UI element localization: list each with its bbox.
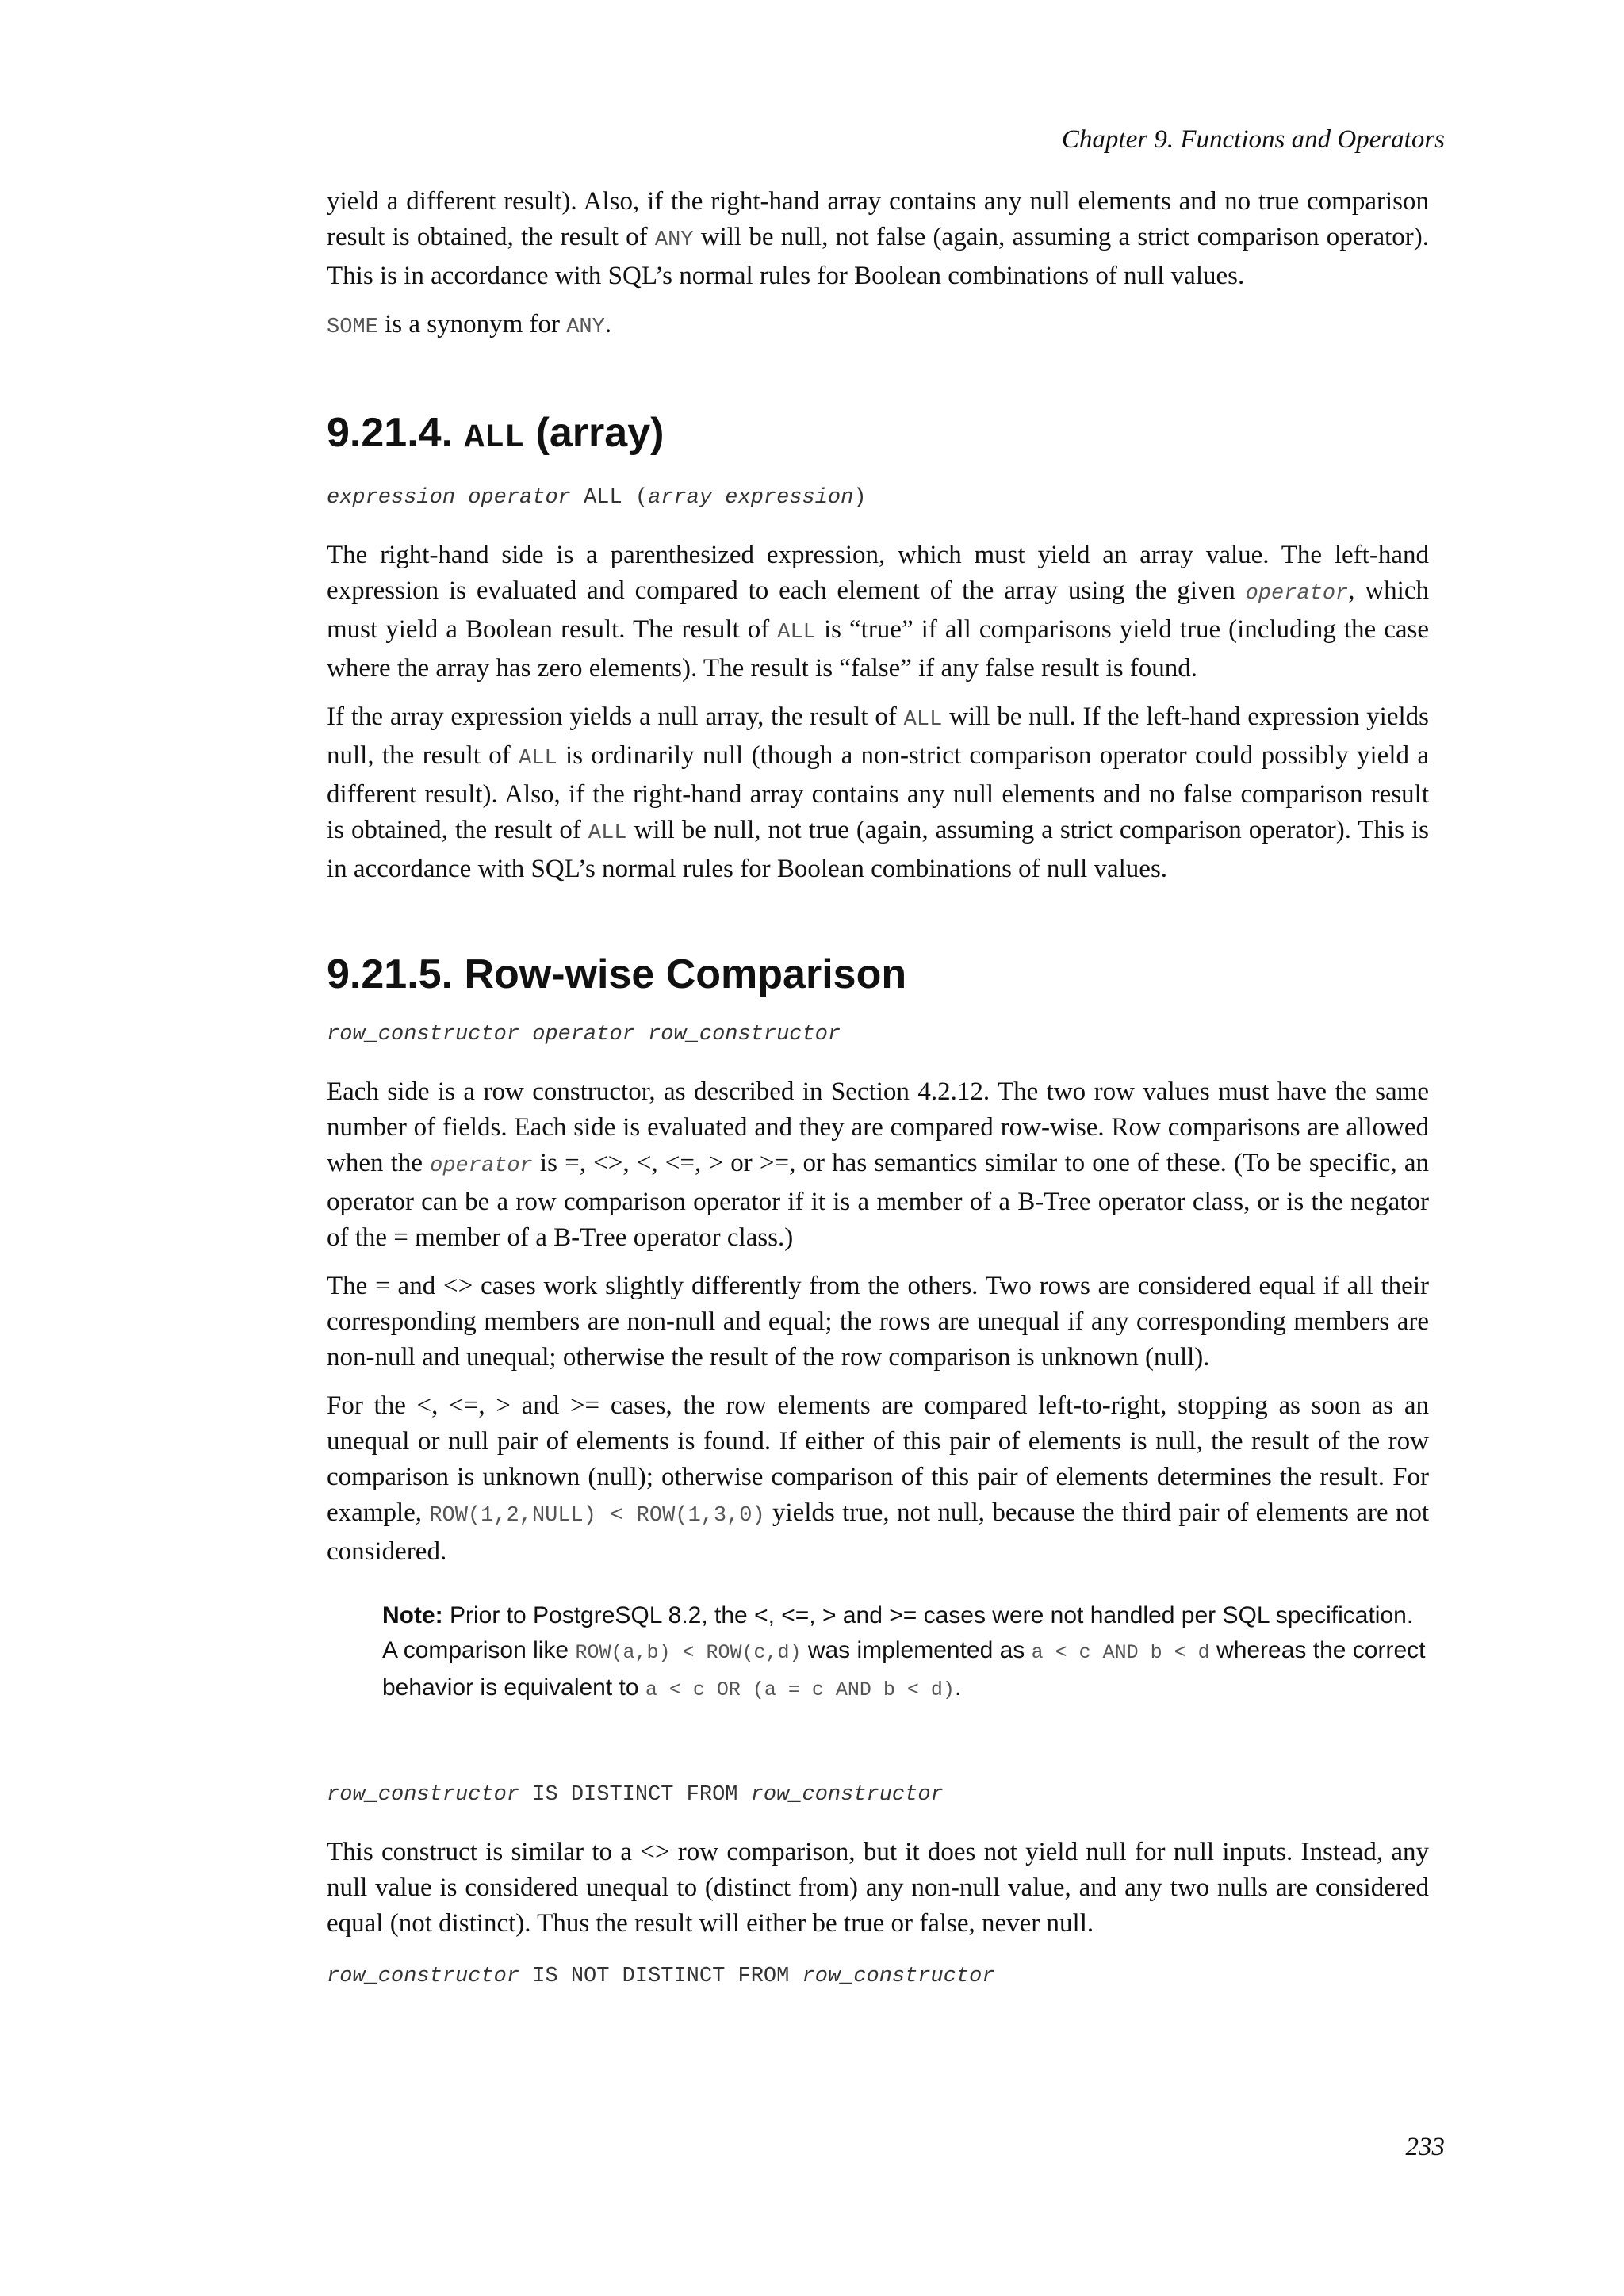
all-paragraph-1: The right-hand side is a parenthesized expression, which must yield an array value. The left-hand expression is evaluated and compared to each element of the array using the given operator, which must yield a Boolean result. The result of ALL is “true” if all comparisons yield true (including the case where the array has zero elements). The result is “false” if any false result is found. [327, 541, 1429, 683]
intro-paragraph-some: SOME is a synonym for ANY. [327, 310, 612, 339]
row-paragraph-2: The = and <> cases work slightly differently from the others. Two rows are considered equal if all their corresponding members are non-null and equal; the rows are unequal if any corresponding members are non-null and unequal; otherwise the result of the row comparison is unknown (null). [327, 1272, 1429, 1372]
page-number: 233 [1405, 2133, 1445, 2161]
row-paragraph-1: Each side is a row constructor, as described in Section 4.2.12. The two row values must have the same number of fields. Each side is evaluated and they are compared row-wise. Row comparisons are allowed when the operator is =, <>, <, <=, > or >=, or has semantics similar to one of these. (To be specific, an operator can be a row comparison operator if it is a member of a B-Tree operator class, or is the negator of the = member of a B-Tree operator class.) [327, 1077, 1429, 1252]
synopsis-row-wise: row_constructor operator row_constructor [327, 1023, 841, 1047]
synopsis-is-not-distinct: row_constructor IS NOT DISTINCT FROM row_constructor [327, 1965, 995, 1988]
synopsis-all: expression operator ALL (array expression) [327, 486, 867, 510]
note-box: Note: Prior to PostgreSQL 8.2, the <, <=, > and >= cases were not handled per SQL specification. A comparison like ROW(a,b) < ROW(c,d) was implemented as a < c AND b < d whereas the correct behavior is equivalent to a < c OR (a = c AND b < d). [382, 1602, 1426, 1701]
section-heading-all: 9.21.4. ALL (array) [327, 410, 665, 457]
row-paragraph-3: For the <, <=, > and >= cases, the row elements are compared left-to-right, stopping as soon as an unequal or null pair of elements is found. If either of this pair of elements is null, the result of the row comparison is unknown (null); otherwise comparison of this pair of elements determines the result. For example, ROW(1,2,NULL) < ROW(1,3,0) yields true, not null, because the third pair of elements are not considered. [327, 1391, 1429, 1566]
distinct-paragraph: This construct is similar to a <> row comparison, but it does not yield null for null inputs. Instead, any null value is considered unequal to (distinct from) any non-null value, and any two nulls are considered equal (not distinct). Thus the result will either be true or false, never null. [327, 1838, 1429, 1938]
intro-paragraph: yield a different result). Also, if the right-hand array contains any null elements and no true comparison result is obtained, the result of ANY will be null, not false (again, assuming a strict comparison operator). This is in accordance with SQL’s normal rules for Boolean combinations of null values. [327, 187, 1429, 290]
section-heading-row-wise: 9.21.5. Row-wise Comparison [327, 951, 907, 997]
synopsis-is-distinct: row_constructor IS DISTINCT FROM row_constructor [327, 1783, 944, 1807]
running-header: Chapter 9. Functions and Operators [1061, 125, 1445, 154]
all-paragraph-2: If the array expression yields a null array, the result of ALL will be null. If the left-hand expression yields null, the result of ALL is ordinarily null (though a non-strict comparison operator could possibly yield a different result). Also, if the right-hand array contains any null elements and no false comparison result is obtained, the result of ALL will be null, not true (again, assuming a strict comparison operator). This is in accordance with SQL’s normal rules for Boolean combinations of null values. [327, 702, 1430, 883]
page-content [327, 184, 1429, 2016]
